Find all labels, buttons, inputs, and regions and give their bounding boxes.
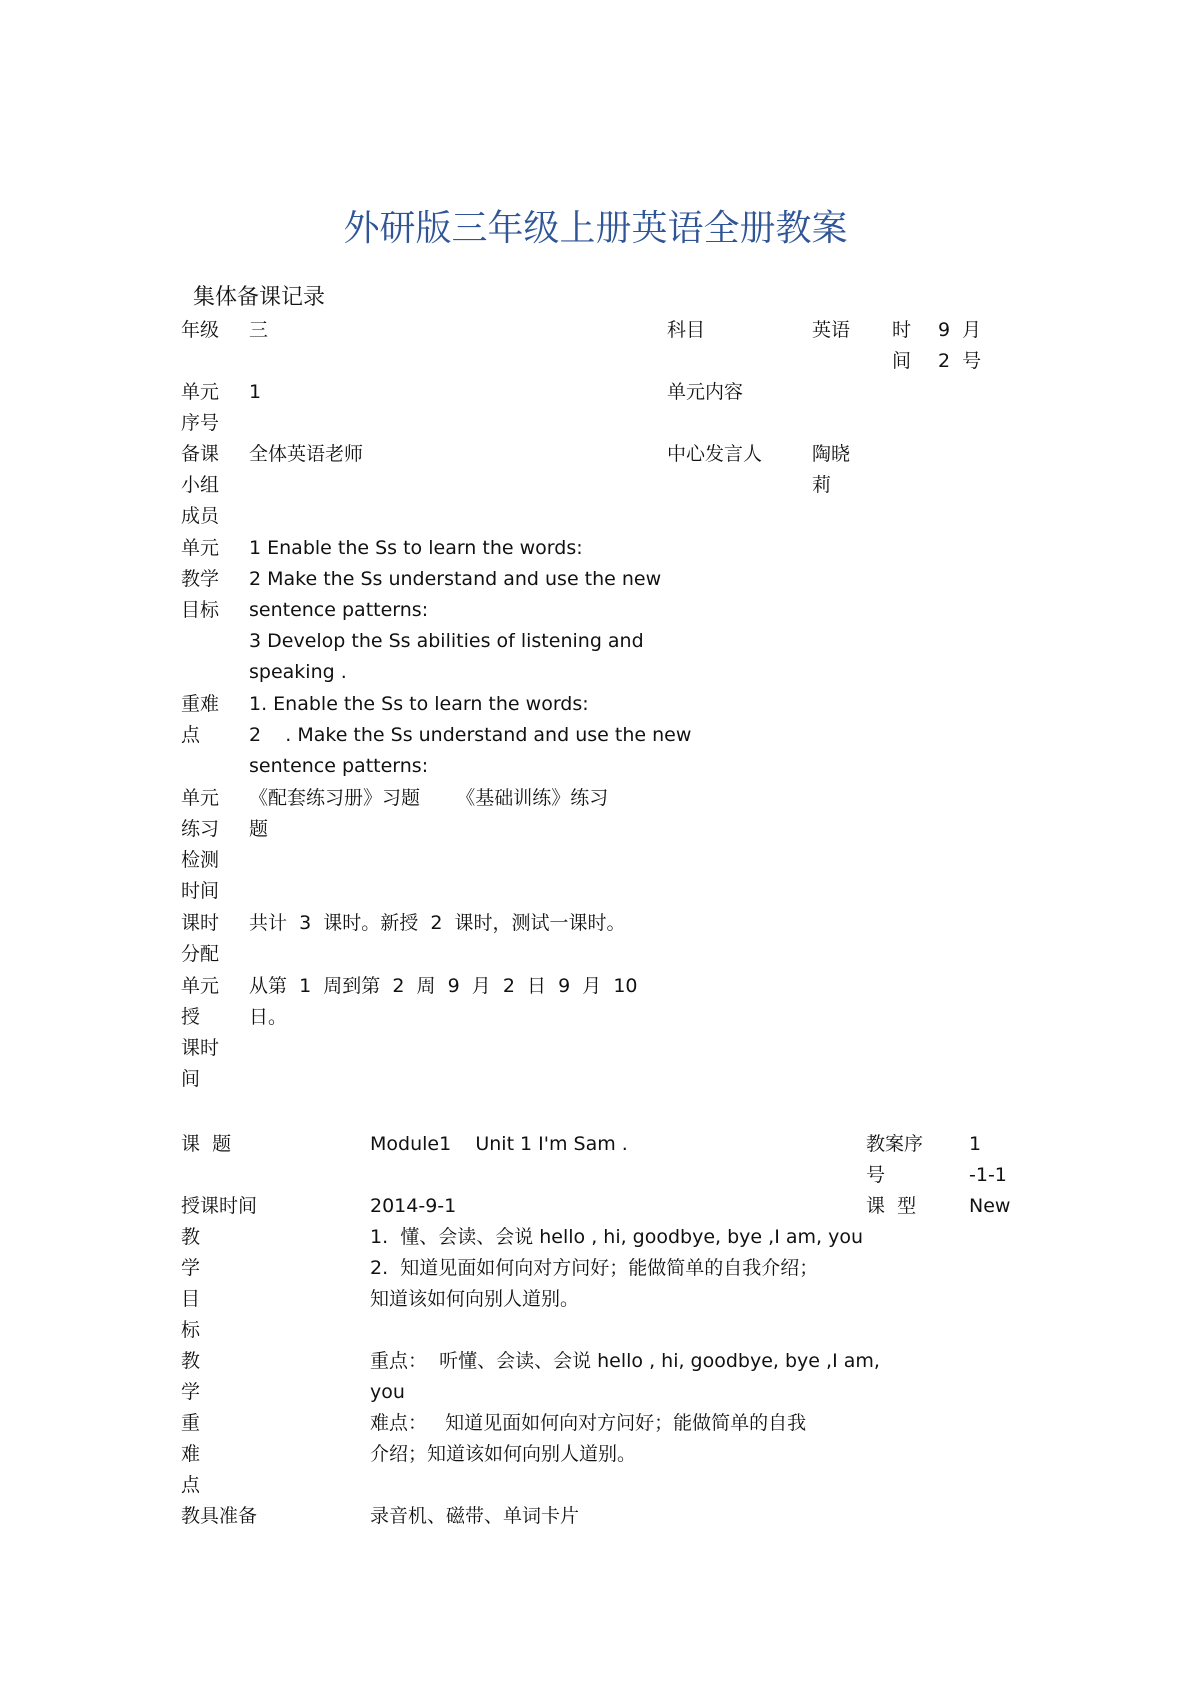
type-value: New <box>969 1195 1011 1217</box>
key-label-line1: 重难 <box>181 693 220 715</box>
periods-value: 共计 3 课时。新授 2 课时，测试一课时。 <box>249 912 626 934</box>
objectives-line1: 1. 懂、会读、会说 hello , hi, goodbye, bye ,I am, you <box>370 1226 863 1248</box>
section-title: 集体备课记录 <box>193 285 326 310</box>
plan-no-value-line1: 1 <box>969 1133 982 1155</box>
date-value: 2014-9-1 <box>370 1195 457 1217</box>
objectives-label-char: 目 <box>181 1288 201 1310</box>
objectives-label-char: 教 <box>181 1226 201 1248</box>
unit-content-label: 单元内容 <box>667 381 744 403</box>
members-value: 全体英语老师 <box>249 443 364 465</box>
unit-no-label-line1: 单元 <box>181 381 220 403</box>
time-label-line1: 时 <box>892 319 912 341</box>
goals-label-line2: 教学 <box>181 568 220 590</box>
time-label-line2: 间 <box>892 350 912 372</box>
periods-label-line2: 分配 <box>181 943 220 965</box>
goals-label-line1: 单元 <box>181 537 220 559</box>
periods-label-line1: 课时 <box>181 912 220 934</box>
schedule-label-line2: 授 <box>181 1006 201 1028</box>
members-label-line1: 备课 <box>181 443 220 465</box>
goals-line2: 2 Make the Ss understand and use the new <box>249 568 662 590</box>
schedule-label-line1: 单元 <box>181 975 220 997</box>
practice-line2: 题 <box>249 818 269 840</box>
goals-line5: speaking . <box>249 661 347 683</box>
time-value-line2: 2 号 <box>938 350 982 372</box>
schedule-label-line3: 课时 <box>181 1037 220 1059</box>
plan-no-label-line2: 号 <box>866 1164 886 1186</box>
focus-line3: 难点： 知道见面如何向对方问好；能做简单的自我 <box>370 1412 807 1434</box>
objectives-label-char: 学 <box>181 1257 201 1279</box>
key-line1: 1. Enable the Ss to learn the words: <box>249 693 589 715</box>
members-label-line3: 成员 <box>181 505 220 527</box>
focus-line4: 介绍；知道该如何向别人道别。 <box>370 1443 637 1465</box>
materials-value: 录音机、磁带、单词卡片 <box>370 1505 580 1527</box>
plan-no-value-line2: -1-1 <box>969 1164 1007 1186</box>
key-line2: 2 . Make the Ss understand and use the new <box>249 724 692 746</box>
date-label: 授课时间 <box>181 1195 258 1217</box>
focus-label-char: 难 <box>181 1443 201 1465</box>
topic-value: Module1 Unit 1 I'm Sam . <box>370 1133 628 1155</box>
focus-label-char: 教 <box>181 1350 201 1372</box>
goals-label-line3: 目标 <box>181 599 220 621</box>
grade-label: 年级 <box>181 319 220 341</box>
unit-no-value: 1 <box>249 381 262 403</box>
subject-label: 科目 <box>667 319 706 341</box>
plan-no-label-line1: 教案序 <box>866 1133 924 1155</box>
focus-line1: 重点： 听懂、会读、会说 hello , hi, goodbye, bye ,I am, <box>370 1350 880 1372</box>
goals-line3: sentence patterns: <box>249 599 429 621</box>
unit-no-label-line2: 序号 <box>181 412 220 434</box>
speaker-value-line1: 陶晓 <box>812 443 851 465</box>
speaker-value-line2: 莉 <box>812 474 832 496</box>
practice-line1: 《配套练习册》习题 《基础训练》练习 <box>249 787 609 809</box>
objectives-line2: 2. 知道见面如何向对方问好；能做简单的自我介绍； <box>370 1257 819 1279</box>
focus-label-char: 学 <box>181 1381 201 1403</box>
practice-label-line3: 检测 <box>181 849 220 871</box>
type-label: 课 型 <box>866 1195 917 1217</box>
goals-line1: 1 Enable the Ss to learn the words: <box>249 537 583 559</box>
time-value-line1: 9 月 <box>938 319 982 341</box>
document-title: 外研版三年级上册英语全册教案 <box>343 208 848 249</box>
members-label-line2: 小组 <box>181 474 220 496</box>
topic-label: 课 题 <box>181 1133 232 1155</box>
key-line3: sentence patterns: <box>249 755 429 777</box>
speaker-label: 中心发言人 <box>667 443 763 465</box>
subject-value: 英语 <box>812 319 851 341</box>
objectives-line3: 知道该如何向别人道别。 <box>370 1288 580 1310</box>
goals-line4: 3 Develop the Ss abilities of listening and <box>249 630 644 652</box>
focus-label-char: 重 <box>181 1412 201 1434</box>
schedule-line2: 日。 <box>249 1006 288 1028</box>
grade-value: 三 <box>249 319 269 341</box>
focus-label-char: 点 <box>181 1474 201 1496</box>
schedule-line1: 从第 1 周到第 2 周 9 月 2 日 9 月 10 <box>249 975 638 997</box>
schedule-label-line4: 间 <box>181 1068 201 1090</box>
objectives-label-char: 标 <box>181 1319 201 1341</box>
materials-label: 教具准备 <box>181 1505 258 1527</box>
key-label-line2: 点 <box>181 724 201 746</box>
focus-line2: you <box>370 1381 405 1403</box>
practice-label-line2: 练习 <box>181 818 220 840</box>
practice-label-line1: 单元 <box>181 787 220 809</box>
practice-label-line4: 时间 <box>181 880 220 902</box>
